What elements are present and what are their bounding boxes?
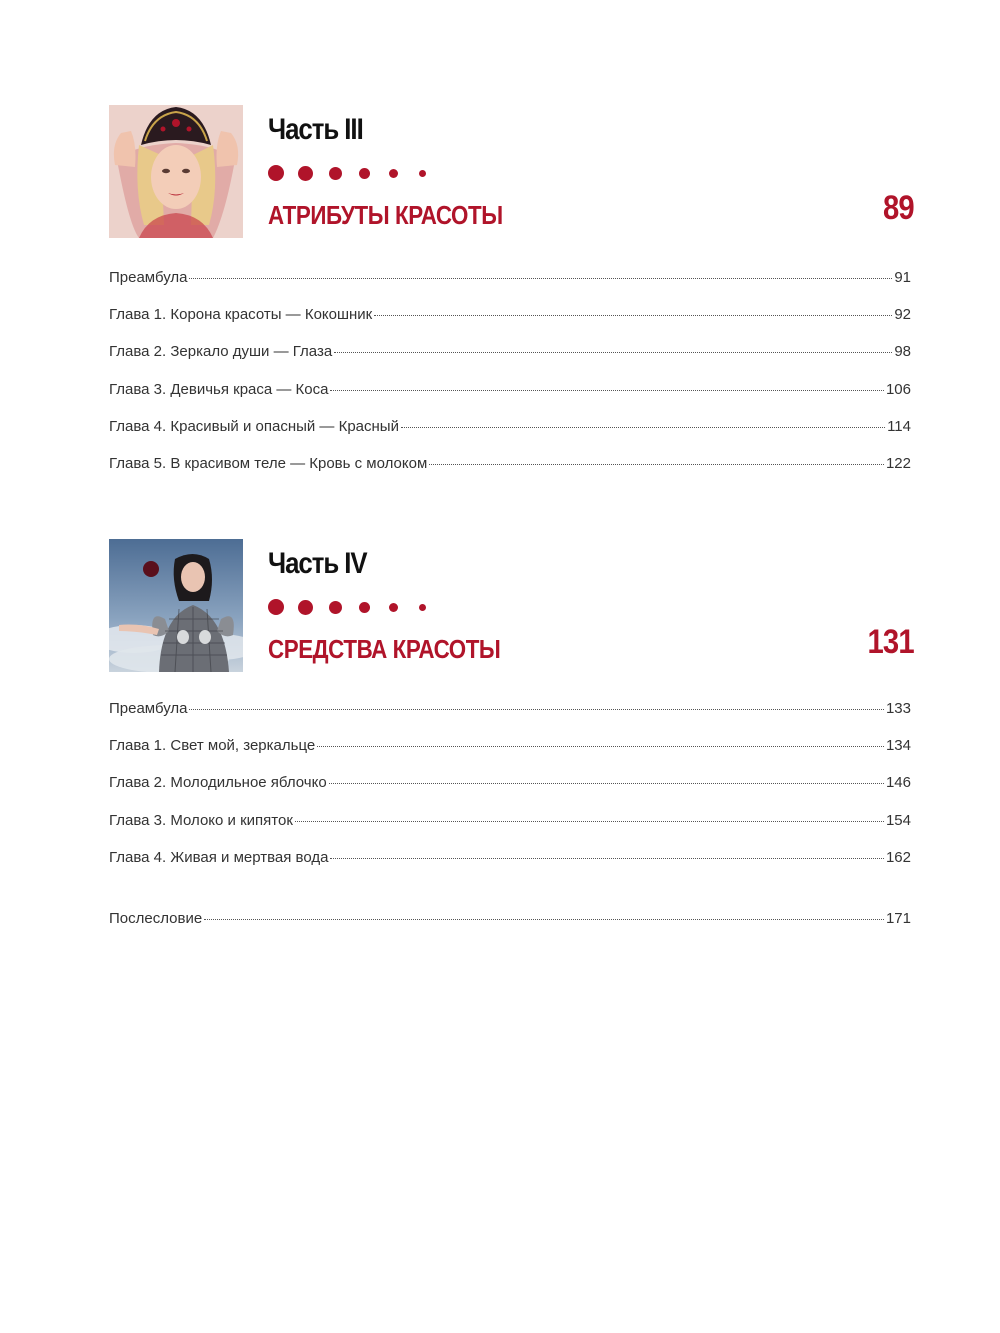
toc-entry-page: 91: [894, 269, 911, 286]
toc-entry-label: Преамбула: [109, 269, 188, 286]
toc-list-part-iv: [109, 700, 911, 886]
toc-entry-page: 92: [894, 306, 911, 324]
toc-entry-label: Глава 2. Зеркало души — Глаза: [109, 343, 333, 361]
toc-entry-label: Глава 4. Красивый и опасный — Красный: [109, 417, 399, 435]
toc-entry[interactable]: [109, 343, 911, 380]
toc-entry[interactable]: [109, 269, 911, 306]
toc-entry-label: Глава 3. Молоко и кипяток: [109, 811, 293, 829]
toc-entry-label: Послесловие: [109, 910, 203, 927]
toc-list-part-iii: [109, 269, 911, 492]
toc-entry[interactable]: [109, 812, 911, 849]
section-page-number: 89: [883, 189, 914, 227]
toc-entry[interactable]: [109, 737, 911, 774]
part-title: Часть IV: [268, 547, 367, 580]
dot-leader: [401, 427, 885, 428]
section-title: СРЕДСТВА КРАСОТЫ: [268, 634, 501, 664]
toc-entry-label: Преамбула: [109, 700, 188, 717]
part-title: Часть III: [268, 113, 363, 146]
toc-entry[interactable]: [109, 700, 911, 737]
section-title: АТРИБУТЫ КРАСОТЫ: [268, 200, 503, 230]
dot-leader: [189, 278, 892, 279]
toc-entry[interactable]: [109, 910, 911, 947]
toc-entry-label: Глава 5. В красивом теле — Кровь с молоком: [109, 454, 428, 472]
toc-entry[interactable]: [109, 306, 911, 343]
toc-entry-label: Глава 2. Молодильное яблочко: [109, 774, 327, 792]
toc-entry[interactable]: [109, 455, 911, 492]
toc-entry[interactable]: [109, 774, 911, 811]
toc-entry-page: 98: [894, 343, 911, 361]
dot-leader: [330, 390, 883, 391]
toc-entry-page: 122: [885, 454, 911, 472]
toc-entry-page: 171: [885, 910, 911, 927]
toc-entry-label: Глава 1. Корона красоты — Кокошник: [109, 306, 373, 324]
dot-leader: [374, 315, 892, 316]
toc-entry[interactable]: [109, 381, 911, 418]
dot-leader: [429, 464, 884, 465]
dot-leader: [334, 352, 892, 353]
toc-entry-page: 146: [885, 774, 911, 792]
toc-entry-page: 134: [885, 737, 911, 755]
section-page-number: 131: [867, 623, 914, 661]
dot-leader: [295, 821, 884, 822]
part-iv-photo: [109, 539, 243, 672]
toc-entry-label: Глава 1. Свет мой, зеркальце: [109, 737, 316, 755]
toc-entry-label: Глава 4. Живая и мертвая вода: [109, 848, 329, 866]
toc-entry[interactable]: [109, 849, 911, 886]
toc-entry-page: 114: [887, 417, 911, 435]
dot-leader: [204, 919, 884, 920]
toc-entry-label: Глава 3. Девичья краса — Коса: [109, 380, 329, 398]
part-iii-photo: [109, 105, 243, 238]
toc-entry-page: 106: [885, 380, 911, 398]
dot-leader: [329, 783, 884, 784]
dot-leader: [330, 858, 884, 859]
toc-entry[interactable]: [109, 418, 911, 455]
toc-entry-page: 133: [885, 700, 911, 717]
toc-afterword: [109, 910, 911, 947]
dot-leader: [189, 709, 883, 710]
toc-entry-page: 162: [885, 848, 911, 866]
toc-entry-page: 154: [885, 811, 911, 829]
dot-leader: [317, 746, 884, 747]
